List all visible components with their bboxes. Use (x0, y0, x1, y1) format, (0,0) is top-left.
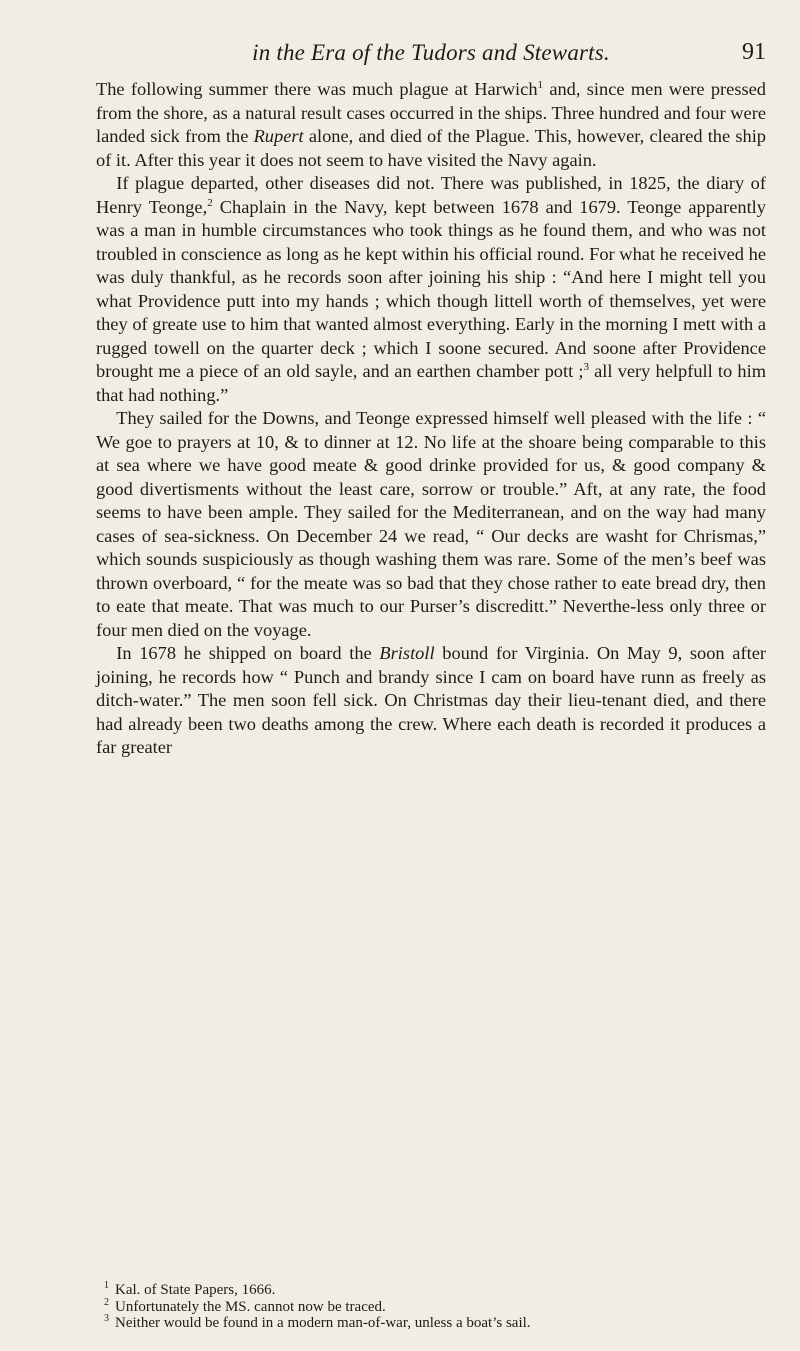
footnote (96, 1315, 766, 1332)
footnote-number: 2 (104, 1296, 109, 1308)
text-run: and, since men were pressed from the shore, as a natural result cases occurred in the ships. Three hundred and four were landed sick from the (96, 79, 766, 146)
text-run: If plague departed, other diseases did not. There was published, in 1825, the diary of Henry Teonge, (96, 173, 766, 217)
footnote-number: 3 (104, 1313, 109, 1324)
footnote-text: Neither would be found in a modern man-of-war, unless a boat’s sail. (115, 1315, 531, 1331)
running-head-title: in the Era of the Tudors and Stewarts. (252, 40, 610, 65)
text-run: The following summer there was much plague at Harwich (96, 79, 538, 99)
text-run: bound for Virginia. On May 9, soon after joining, he records how “ Punch and brandy since I cam on board have runn as freely as ditch-water.” The men soon fell sick. On Christmas day their lieu-tenant died, and there had already been two deaths among the crew. Where each death is recorded it produces a far greater (96, 643, 766, 757)
text-run: all very helpfull to him that had nothing.” (96, 361, 766, 405)
paragraph (96, 172, 766, 407)
paragraph (96, 642, 766, 760)
footnote (96, 1296, 766, 1316)
footnotes (96, 1282, 766, 1332)
text-run: They sailed for the Downs, and Teonge expressed himself well pleased with the life : “ We goe to prayers at 10, & to dinner at 12. No life at the shoare being comparable to this at sea where we have good meate & good drinke provided for us, & good company & good divertisments without the least care, sorrow or trouble.” Aft, at any rate, the food seems to have been ample. They sailed for the Mediterranean, and on the way had many cases of sea-sickness. On December 24 we read, “ Our decks are washt for Chrismas,” which sounds suspiciously as though washing them was rare. Some of the men’s beef was thrown overboard, “ for the meate was so bad that they chose rather to eate bread dry, then to eate that meate. That was much to our Purser’s discreditt.” Neverthe-less only three or four men died on the voyage. (96, 408, 766, 640)
ship-name: Bristoll (379, 643, 435, 663)
footnote-text: Unfortunately the MS. cannot now be traced. (115, 1298, 386, 1315)
footnote-number: 1 (104, 1280, 109, 1291)
text-run: alone, and died of the Plague. This, however, cleared the ship of it. After this year it does not seem to have visited the Navy again. (96, 126, 766, 170)
ship-name: Rupert (253, 126, 304, 146)
running-head (96, 36, 766, 76)
text-run: In 1678 he shipped on board the (116, 643, 380, 663)
body-text (96, 78, 766, 760)
footnote-reference: 3 (583, 360, 589, 373)
paragraph (96, 78, 766, 172)
footnote-reference: 2 (207, 196, 213, 209)
footnote-text: Kal. of State Papers, 1666. (115, 1282, 276, 1298)
footnote (96, 1282, 766, 1299)
text-run: Chaplain in the Navy, kept between 1678 and 1679. Teonge apparently was a man in humble circumstances who took things as he found them, and who was not troubled in conscience as long as he kept within his official round. For what he received he was duly thankful, as he records soon after joining his ship : “And here I might tell you what Providence putt into my hands ; which though littell worth of themselves, yet were they of greate use to him that wanted almost everything. Early in the morning I mett with a rugged towell on the quarter deck ; which I soone secured. And soone after Providence brought me a piece of an old sayle, and an earthen chamber pott ; (96, 196, 766, 381)
paragraph (96, 407, 766, 642)
page-number: 91 (742, 39, 766, 65)
footnote-reference: 1 (537, 78, 544, 91)
